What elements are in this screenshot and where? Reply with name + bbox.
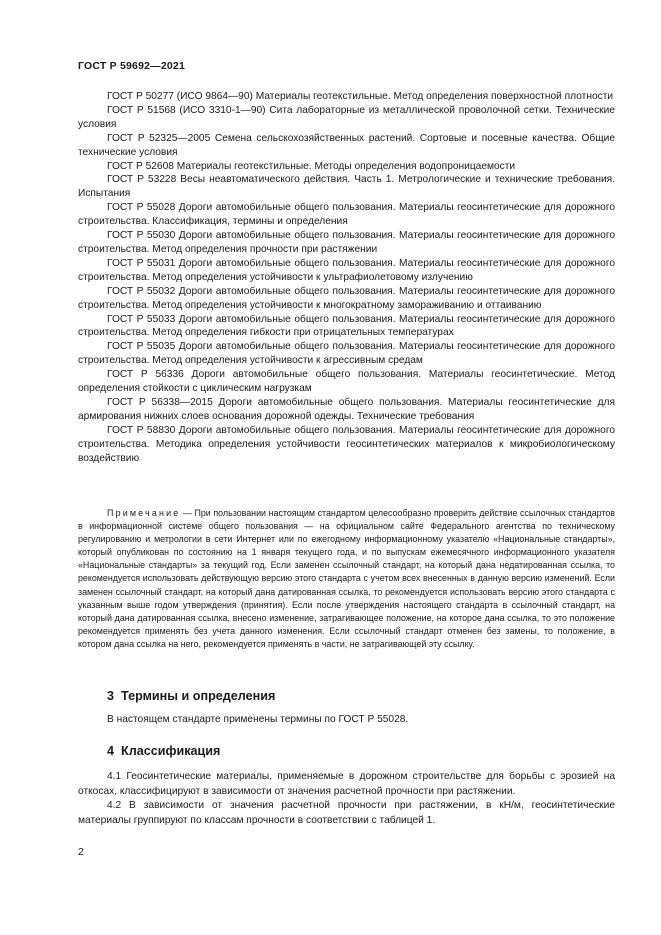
clause-4-1: 4.1 Геосинтетические материалы, применяемые в дорожном строительстве для борьбы с эрозией на откосах, классифицируют в зависимости от значения расчетной прочности при растяжении.: [78, 771, 615, 797]
reference-item: ГОСТ Р 56338—2015 Дороги автомобильные общего пользования. Материалы геосинтетические для армирования нижних слоев основания дорожной одежды. Технические требования: [78, 396, 615, 422]
note-label: Примечание: [107, 508, 181, 518]
reference-item: ГОСТ Р 55028 Дороги автомобильные общего пользования. Материалы геосинтетические для дорожного строительства. Классификация, термины и определения: [78, 202, 615, 228]
reference-item: ГОСТ Р 50277 (ИСО 9864—90) Материалы геотекстильные. Метод определения поверхностной плотности: [107, 91, 614, 102]
section-4-heading: [107, 744, 220, 758]
note-text: — При пользовании настоящим стандартом целесообразно проверить действие ссылочных стандартов в информационной системе общего пользования — на официальном сайте Федерального агентства по техническому регулированию и метрологии в сети Интернет или по ежегодному информационному указателю «Национальные стандарты», который опубликован по состоянию на 1 января текущего года, и по выпускам ежемесячного информационного указателя «Национальные стандарты» за текущий год. Если заменен ссылочный стандарт, на который дана недатированная ссылка, то рекомендуется использовать действующую версию этого стандарта с учетом всех внесенных в данную версию изменений. Если заменен ссылочный стандарт, на который дана датированная ссылка, то рекомендуется использовать версию этого стандарта с указанным выше годом утверждения (принятия). Если после утверждения настоящего стандарта в ссылочный стандарт, на который дана датированная ссылка, внесено изменение, затрагивающее положение, на которое дана ссылка, то это положение рекомендуется применять без учета данного изменения. Если ссылочный стандарт отменен без замены, то положение, в котором дана ссылка на него, рекомендуется применять в части, не затрагивающей эту ссылку.: [78, 508, 615, 649]
section-4-title: Классификация: [121, 744, 221, 758]
section-3-heading: [107, 689, 275, 703]
note-block: [78, 507, 615, 651]
reference-item: ГОСТ Р 55032 Дороги автомобильные общего пользования. Материалы геосинтетические для дорожного строительства. Метод определения устойчивости к многократному замораживанию и оттаиванию: [78, 285, 615, 311]
section-3-title: Термины и определения: [121, 689, 276, 703]
section-4-body: [78, 770, 615, 828]
reference-item: ГОСТ Р 58830 Дороги автомобильные общего пользования. Материалы геосинтетические для дорожного строительства. Методика определения устойчивости геосинтетических материалов к микробиологическому воздействию: [78, 424, 615, 464]
section-4-number: 4: [107, 744, 115, 758]
page-number: 2: [78, 846, 84, 858]
reference-item: ГОСТ Р 55031 Дороги автомобильные общего пользования. Материалы геосинтетические для дорожного строительства. Метод определения устойчивости к ультрафиолетовому излучению: [78, 257, 615, 283]
reference-item: ГОСТ Р 52608 Материалы геотекстильные. Методы определения водопроницаемости: [107, 160, 516, 172]
note-paragraph: [78, 507, 615, 651]
section-3-number: 3: [107, 689, 115, 703]
reference-item: ГОСТ Р 53228 Весы неавтоматического действия. Часть 1. Метрологические и технические требования. Испытания: [78, 174, 615, 200]
normative-references-list: [78, 90, 615, 465]
reference-item: ГОСТ Р 55033 Дороги автомобильные общего пользования. Материалы геосинтетические для дорожного строительства. Метод определения гибкости при отрицательных температурах: [78, 313, 615, 339]
reference-item: ГОСТ Р 56336 Дороги автомобильные общего пользования. Материалы геосинтетические. Метод определения стойкости с циклическим нагрузкам: [78, 369, 615, 395]
clause-4-2: 4.2 В зависимости от значения расчетной прочности при растяжении, в кН/м, геосинтетические материалы группируют по классам прочности в соответствии с таблицей 1.: [78, 800, 615, 826]
section-3-paragraph: В настоящем стандарте применены термины по ГОСТ Р 55028.: [107, 714, 409, 725]
reference-item: ГОСТ Р 55035 Дороги автомобильные общего пользования. Материалы геосинтетические для дорожного строительства. Метод определения устойчивости к агрессивным средам: [78, 341, 615, 367]
reference-item: ГОСТ Р 51568 (ИСО 3310-1—90) Сита лабораторные из металлической проволочной сетки. Технические условия: [78, 104, 615, 130]
document-header: ГОСТ Р 59692—2021: [78, 60, 186, 72]
reference-item: ГОСТ Р 55030 Дороги автомобильные общего пользования. Материалы геосинтетические для дорожного строительства. Метод определения прочности при растяжении: [78, 230, 615, 255]
reference-item: ГОСТ Р 52325—2005 Семена сельскохозяйственных растений. Сортовые и посевные качества. Общие технические условия: [78, 132, 615, 158]
section-3-body: [78, 713, 615, 728]
